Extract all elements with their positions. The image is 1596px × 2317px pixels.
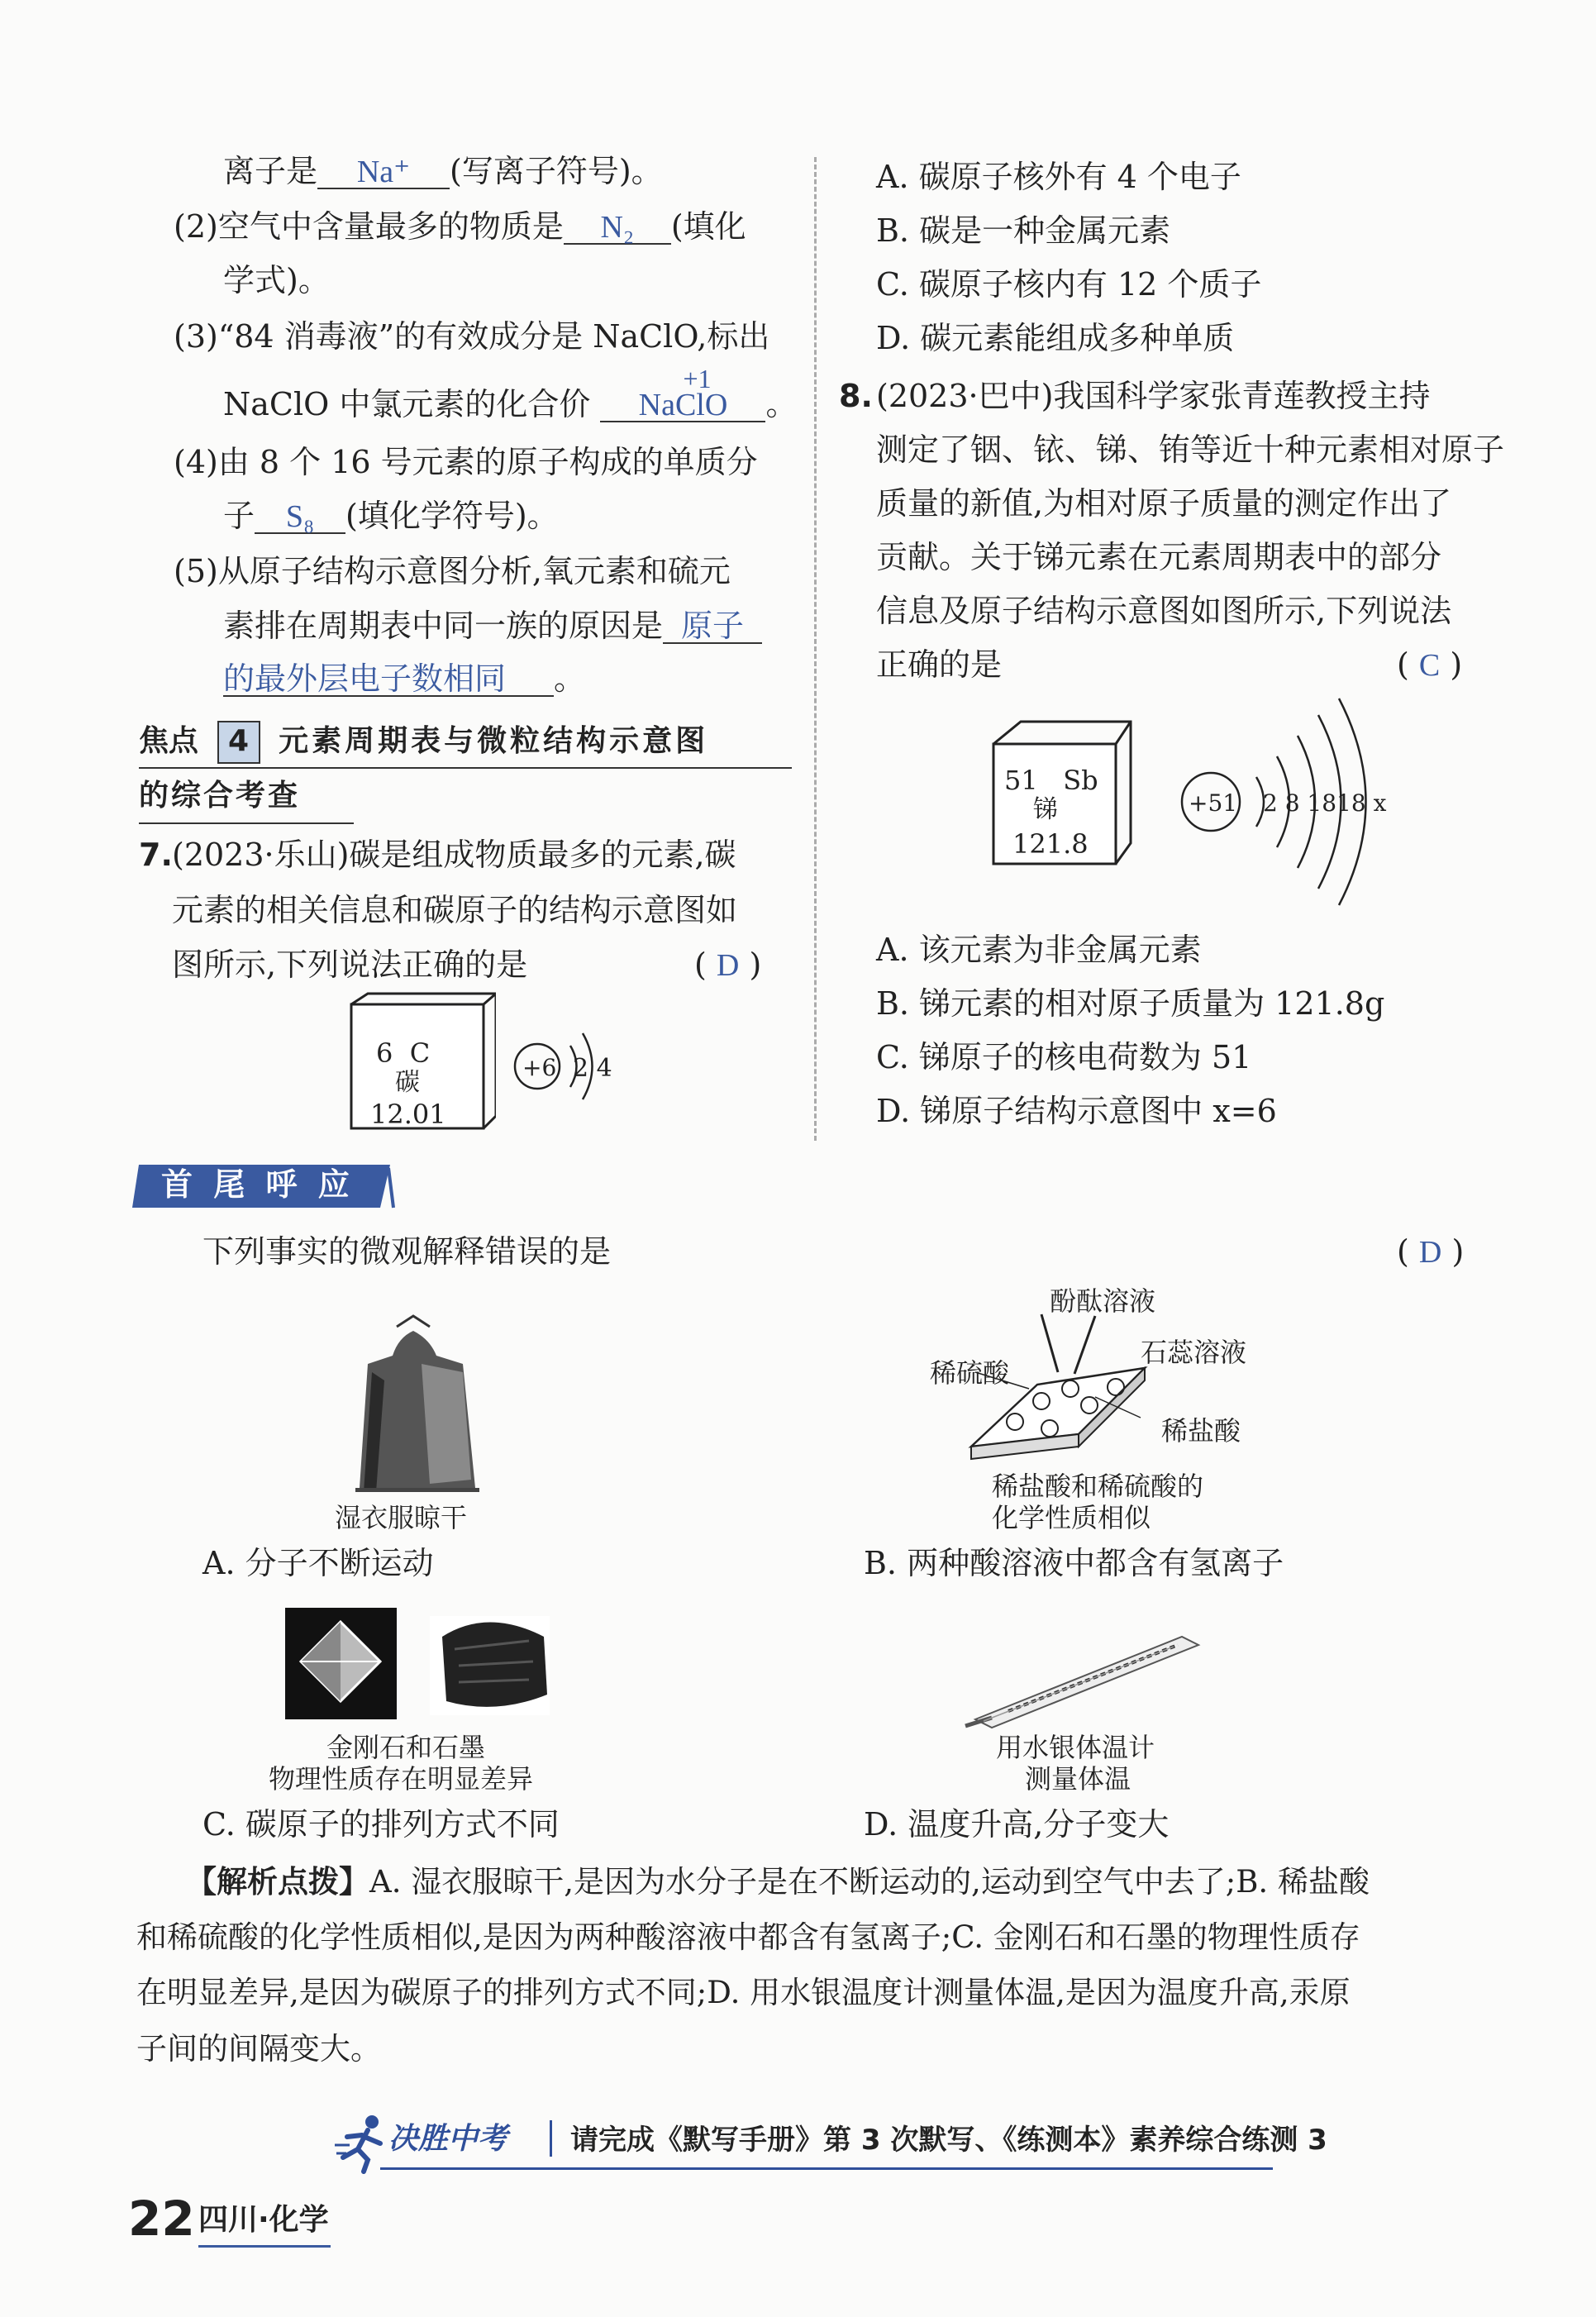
focus-heading: 焦点 4 元素周期表与微粒结构示意图: [139, 721, 708, 764]
q7-option-d: D. 碳元素能组成多种单质: [876, 320, 1235, 356]
q8-line5: 信息及原子结构示意图如图所示,下列说法: [876, 593, 1452, 629]
footer-separator: [550, 2120, 552, 2157]
q8-line2: 测定了铟、铱、锑、铕等近十种元素相对原子: [876, 431, 1505, 468]
answer-na-ion: Na⁺: [356, 155, 411, 189]
q6-line6: (4)由 8 个 16 号元素的原子构成的单质分: [174, 444, 758, 480]
option-a: A. 分子不断运动: [202, 1545, 434, 1581]
answer-reason-1: 原子: [681, 609, 745, 644]
analysis-line1: 【解析点拨】A. 湿衣服晾干,是因为水分子是在不断运动的,运动到空气中去了;B. 稀盐酸: [186, 1864, 1370, 1900]
q8-line3: 质量的新值,为相对原子质量的测定作出了: [876, 485, 1452, 522]
answer-s8: S₈: [285, 499, 315, 534]
label-phenolphthalein: 酚酞溶液: [1050, 1285, 1156, 1317]
q7-option-b: B. 碳是一种金属元素: [876, 212, 1171, 249]
summary-question: 下列事实的微观解释错误的是: [202, 1233, 612, 1270]
antimony-name: 锑: [1033, 795, 1058, 824]
carbon-number-symbol: 6 C: [376, 1037, 431, 1069]
page-number: 22: [128, 2191, 195, 2247]
label-hydrochloric-acid: 稀盐酸: [1161, 1415, 1241, 1447]
option-d: D. 温度升高,分子变大: [864, 1806, 1170, 1843]
runner-icon: [335, 2112, 393, 2174]
label-litmus: 石蕊溶液: [1141, 1337, 1247, 1368]
q8-option-b: B. 锑元素的相对原子质量为 121.8g: [876, 985, 1385, 1022]
antimony-shells: 2 8 1818 x: [1263, 789, 1387, 817]
focus-heading-line2: 的综合考查: [139, 779, 301, 813]
q6-line9: 素排在周期表中同一族的原因是 原子: [223, 610, 762, 644]
carbon-nucleus: +6: [522, 1054, 557, 1081]
footer-rule: [380, 2167, 1273, 2170]
q8-line6: 正确的是: [876, 646, 1003, 683]
image-a-caption: 湿衣服晾干: [335, 1502, 468, 1533]
antimony-nucleus: +51: [1189, 789, 1238, 817]
q6-line10: 的最外层电子数相同 。: [223, 660, 586, 697]
q8-option-d: D. 锑原子结构示意图中 x=6: [876, 1093, 1277, 1129]
q8-line1: (2023·巴中)我国科学家张青莲教授主持: [876, 378, 1431, 414]
summary-answer-bracket: ( D ): [1397, 1233, 1465, 1270]
answer-n2: N₂: [600, 210, 635, 245]
image-c-caption-2: 物理性质存在明显差异: [269, 1763, 534, 1795]
focus-rule-2: [139, 822, 354, 824]
answer-naclo: NaClO: [638, 388, 728, 422]
focus-number-badge: 4: [217, 721, 260, 764]
column-divider: [814, 157, 817, 1141]
q8-option-c: C. 锑原子的核电荷数为 51: [876, 1039, 1252, 1075]
q7-line2: 元素的相关信息和碳原子的结构示意图如: [172, 892, 738, 928]
q8-answer-bracket: ( C ): [1397, 646, 1463, 683]
carbon-mass: 12.01: [370, 1099, 446, 1130]
q8-line4: 贡献。关于锑元素在元素周期表中的部分: [876, 539, 1442, 575]
spot-plate-image: [959, 1306, 1157, 1471]
label-sulfuric-acid: 稀硫酸: [930, 1357, 1010, 1389]
analysis-line3: 在明显差异,是因为碳原子的排列方式不同;D. 用水银温度计测量体温,是因为温度升高,汞原: [136, 1975, 1351, 2010]
q6-line3: 学式)。: [223, 262, 330, 298]
q7-option-c: C. 碳原子核内有 12 个质子: [876, 266, 1262, 303]
q7-number: 7.: [139, 837, 173, 873]
antimony-number-symbol: 51 Sb: [1004, 765, 1098, 796]
option-b: B. 两种酸溶液中都含有氢离子: [864, 1545, 1284, 1581]
section-title: 首 尾 呼 应: [161, 1166, 355, 1203]
image-d-caption-1: 用水银体温计: [996, 1732, 1155, 1763]
diamond-graphite-image: [281, 1604, 562, 1723]
q6-line7: 子 S₈ (填化学符号)。: [223, 498, 559, 534]
q6-line5: NaClO 中氯元素的化合价 +1 NaClO 。: [223, 364, 798, 422]
analysis-label: 【解析点拨】: [186, 1864, 369, 1900]
answer-valence: +1: [683, 364, 712, 393]
image-c-caption-1: 金刚石和石墨: [326, 1732, 486, 1763]
wet-clothes-image: [339, 1314, 488, 1496]
carbon-name: 碳: [395, 1068, 420, 1097]
q7-option-a: A. 碳原子核外有 4 个电子: [876, 159, 1241, 195]
answer-reason-2: 的最外层电子数相同: [223, 662, 507, 697]
option-c: C. 碳原子的排列方式不同: [202, 1806, 560, 1843]
thermometer-image: [959, 1620, 1207, 1736]
q6-line1: 离子是 Na⁺ (写离子符号)。: [223, 153, 663, 189]
image-d-caption-2: 测量体温: [1025, 1763, 1131, 1795]
carbon-shells: 2 4: [573, 1054, 612, 1083]
focus-rule: [139, 767, 792, 769]
q8-option-a: A. 该元素为非金属元素: [876, 932, 1202, 968]
q6-line2: (2)空气中含量最多的物质是 N₂ (填化: [174, 208, 746, 245]
q7-line3: 图所示,下列说法正确的是: [172, 946, 528, 983]
subject-underline: [198, 2245, 331, 2248]
q8-number: 8.: [839, 378, 873, 414]
antimony-mass: 121.8: [1012, 828, 1089, 860]
q6-line4: (3)“84 消毒液”的有效成分是 NaClO,标出: [174, 318, 770, 355]
q7-answer-bracket: ( D ): [694, 946, 762, 983]
analysis-line4: 子间的间隔变大。: [136, 2031, 381, 2067]
q6-line8: (5)从原子结构示意图分析,氧元素和硫元: [174, 553, 731, 589]
page-subject: 四川·化学: [198, 2203, 329, 2237]
footer-instruction: 请完成《默写手册》第 3 次默写、《练测本》素养综合练测 3: [570, 2124, 1327, 2157]
image-b-caption-1: 稀盐酸和稀硫酸的: [992, 1471, 1204, 1502]
analysis-line2: 和稀硫酸的化学性质相似,是因为两种酸溶液中都含有氢离子;C. 金刚石和石墨的物理性质存: [136, 1919, 1360, 1955]
footer-brand: 决胜中考: [388, 2122, 508, 2156]
q7-line1: (2023·乐山)碳是组成物质最多的元素,碳: [172, 837, 736, 873]
image-b-caption-2: 化学性质相似: [992, 1502, 1151, 1533]
